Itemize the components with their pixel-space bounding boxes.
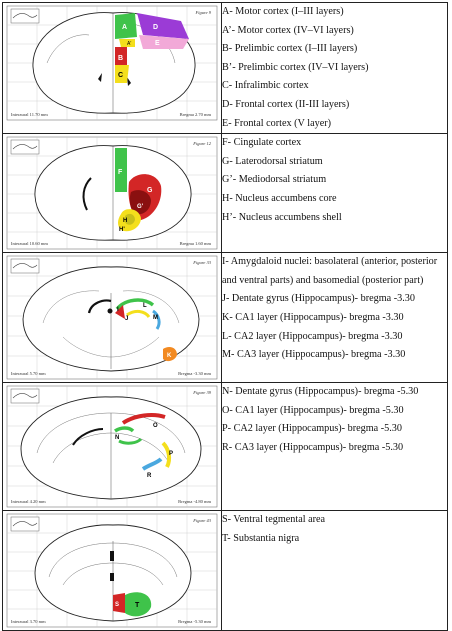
atlas-figure-cell [3, 511, 222, 631]
bregma-label: Bregma 1.60 mm [179, 241, 211, 247]
legend-entry: D- Frontal cortex (II-III layers) [222, 98, 350, 110]
legend-entry: B- Prelimbic cortex (I–III layers) [222, 43, 358, 55]
figure-title: Figure 39 [193, 390, 211, 396]
legend-entry: M- CA3 layer (Hippocampus)- bregma -3.30 [222, 349, 406, 361]
figure-title: Figure 33 [193, 260, 211, 266]
region-mark: R [147, 473, 152, 480]
interaural-label: Interaural 4.20 mm [11, 499, 46, 505]
legend-cell [222, 383, 448, 511]
table-row [3, 383, 448, 511]
region-mark: C [118, 72, 124, 79]
region-mark: H [123, 218, 128, 225]
legend-entry: A- Motor cortex (I–III layers) [222, 6, 344, 17]
atlas-figure-cell [3, 134, 222, 253]
legend-entry: E- Frontal cortex (V layer) [222, 117, 332, 129]
atlas-figure-cell [3, 253, 222, 383]
region-mark: A [122, 24, 128, 31]
atlas-figure-cell [3, 3, 222, 134]
legend-entry: G’- Mediodorsal striatum [222, 174, 327, 186]
legend-entry: S- Ventral tegmental area [222, 514, 326, 526]
bregma-label: Bregma -5.30 mm [178, 619, 211, 625]
region-mark: I [117, 307, 119, 314]
legend-entry: I- Amygdaloid nuclei: basolateral (anterior, posterior and ventral parts) and basomedial (posterior part) [222, 256, 438, 286]
region-mark: S [115, 602, 120, 609]
legend-entry: R- CA3 layer (Hippocampus)- bregma -5.30 [222, 441, 404, 453]
figure-title: Figure 43 [193, 518, 211, 524]
region-mark: B [118, 55, 124, 62]
legend-entry: C- Infralimbic cortex [222, 80, 309, 92]
legend-entry: L- CA2 layer (Hippocampus)- bregma -3.30 [222, 330, 403, 342]
legend-entry: A’- Motor cortex (IV–VI layers) [222, 24, 354, 36]
figure-title: Figure 12 [193, 141, 211, 147]
table-row [3, 253, 448, 383]
region-mark: H' [119, 227, 125, 234]
atlas-figure-cell [3, 383, 222, 511]
legend-entry: K- CA1 layer (Hippocampus)- bregma -3.30 [222, 311, 404, 323]
region-mark: E [155, 40, 160, 47]
region-mark: N [115, 435, 120, 442]
atlas-figure-39 [3, 383, 221, 510]
table-row [3, 511, 448, 631]
region-mark: L [143, 303, 147, 310]
legend-cell [222, 511, 448, 631]
legend-entry: N- Dentate gyrus (Hippocampus)- bregma -5.30 [222, 386, 419, 398]
legend-entry: J- Dentate gyrus (Hippocampus)- bregma -3.30 [222, 293, 415, 305]
atlas-figure-12 [3, 134, 221, 252]
legend-entry: H’- Nucleus accumbens shell [222, 211, 342, 223]
region-mark: T [135, 602, 140, 610]
legend-entry: H- Nucleus accumbens core [222, 192, 337, 204]
region-mark: K [167, 353, 172, 360]
atlas-figure-33 [3, 253, 221, 382]
bregma-label: Bregma -3.30 mm [178, 371, 211, 377]
interaural-label: Interaural 11.70 mm [11, 112, 48, 117]
region-mark: G' [137, 204, 144, 211]
legend-cell [222, 253, 448, 383]
figure-title: Figure 9 [195, 10, 211, 15]
region-mark: M [153, 315, 158, 322]
region-mark: O [153, 423, 158, 430]
bregma-label: Bregma 2.70 mm [179, 112, 211, 117]
region-mark: D [153, 24, 159, 31]
legend-entry: T- Substantia nigra [222, 532, 300, 544]
bregma-label: Bregma -4.80 mm [178, 499, 211, 505]
atlas-figure-9 [3, 3, 221, 123]
table-row [3, 134, 448, 253]
region-mark: A' [127, 41, 132, 47]
legend-entry: F- Cingulate cortex [222, 137, 302, 149]
legend-entry: P- CA2 layer (Hippocampus)- bregma -5.30 [222, 423, 402, 435]
legend-cell [222, 3, 448, 134]
interaural-label: Interaural 5.70 mm [11, 371, 46, 377]
table-row [3, 3, 448, 134]
atlas-legend-table [2, 2, 448, 631]
region-mark: F [118, 169, 123, 177]
legend-entry: G- Laterodorsal striatum [222, 155, 323, 167]
legend-cell [222, 134, 448, 253]
legend-entry: O- CA1 layer (Hippocampus)- bregma -5.30 [222, 404, 404, 416]
interaural-label: Interaural 3.70 mm [11, 619, 46, 625]
region-mark: P [169, 451, 174, 458]
region-mark: J [125, 316, 129, 323]
region-mark: G [147, 187, 153, 195]
legend-entry: B’- Prelimbic cortex (IV–VI layers) [222, 61, 369, 73]
interaural-label: Interaural 10.60 mm [11, 241, 48, 247]
atlas-figure-43 [3, 511, 221, 630]
